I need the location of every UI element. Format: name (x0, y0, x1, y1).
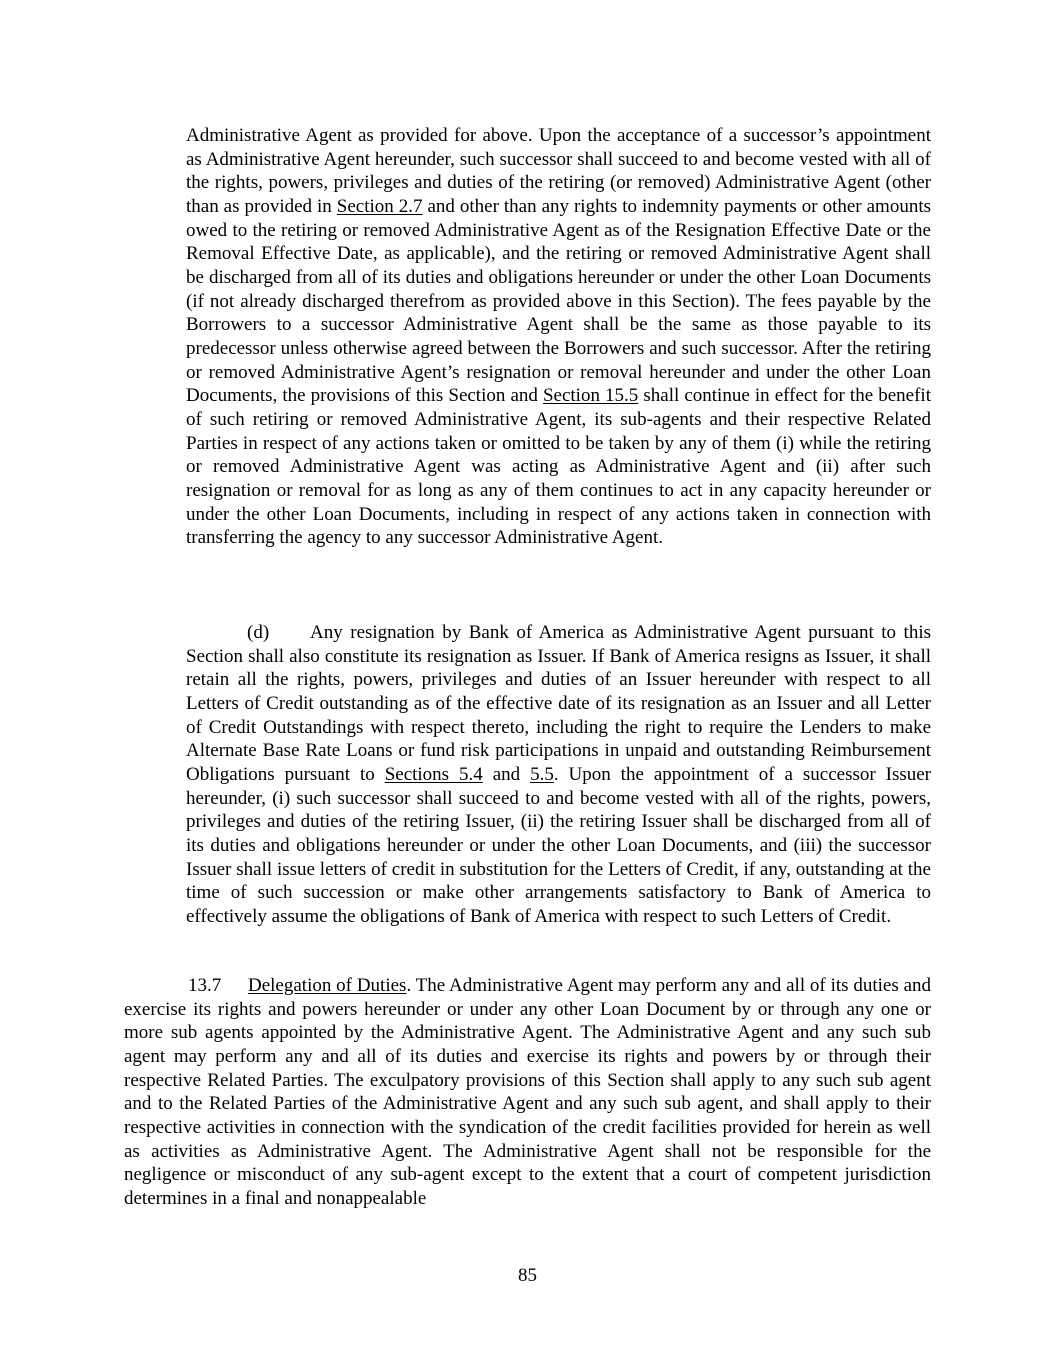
page-number: 85 (518, 1265, 537, 1286)
paragraph-text: and other than any rights to indemnity payments or other amounts owed to the retiring or removed Administrative Agent as of the Resignation Effective Date or the Removal Effective Date, as applicable), and the retiring or removed Administrative Agent shall be discharged from all of its duties and obligations hereunder or under the other Loan Documents (if not already discharged therefrom as provided above in this Section). The fees payable by the Borrowers to a successor Administrative Agent shall be the same as those payable to its predecessor unless otherwise agreed between the Borrowers and such successor. After the retiring or removed Administrative Agent’s resignation or removal hereunder and under the other Loan Documents, the provisions of this Section and (186, 195, 931, 407)
heading-punctuation: . (406, 975, 412, 996)
section-reference: Section 2.7 (336, 195, 423, 217)
section-reference: Sections 5.4 (384, 763, 483, 785)
paragraph-text: The Administrative Agent may perform any and all of its duties and exercise its rights and powers hereunder or under any other Loan Document by or through any one or more sub agents appointed by the Administrative Agent. The Administrative Agent and any such sub agent may perform any and all of its duties and exercise its rights and powers by or through their respective Related Parties. The exculpatory provisions of this Section shall apply to any such sub agent and to the Related Parties of the Administrative Agent and any such sub agent, and shall apply to their respective activities in connection with the syndication of the credit facilities provided for herein as well as activities as Administrative Agent. The Administrative Agent shall not be responsible for the negligence or misconduct of any sub-agent except to the extent that a court of competent jurisdiction determines in a final and nonappealable (124, 975, 931, 1209)
paragraph-text: and (482, 763, 531, 785)
paragraph-c-continuation (186, 124, 931, 550)
section-13-7 (124, 974, 931, 1211)
section-heading: Delegation of Duties (248, 975, 407, 996)
section-number: 13.7 (188, 975, 222, 996)
paragraph-text: Administrative Agent as provided for above. Upon the acceptance of a successor’s appointment as Administrative Agent hereunder, such successor shall succeed to and become vested with all of the rights, powers, privileges and duties of the retiring (or removed) Administrative Agent (other than as provided in (186, 125, 931, 217)
paragraph-text: shall continue in effect for the benefit of such retiring or removed Administrative Agent, its sub-agents and their respective Related Parties in respect of any actions taken or omitted to be taken by any of them (i) while the retiring or removed Administrative Agent was acting as Administrative Agent and (ii) after such resignation or removal for as long as any of them continues to act in any capacity hereunder or under the other Loan Documents, including in respect of any actions taken in connection with transferring the agency to any successor Administrative Agent. (186, 385, 931, 549)
paragraph-label: (d) (247, 622, 270, 643)
section-reference: 5.5 (530, 763, 554, 785)
paragraph-text: Any resignation by Bank of America as Administrative Agent pursuant to this Section shall also constitute its resignation as Issuer. If Bank of America resigns as Issuer, it shall retain all the rights, powers, privileges and duties of an Issuer hereunder with respect to all Letters of Credit outstanding as of the effective date of its resignation as an Issuer and all Letter of Credit Outstandings with respect thereto, including the right to require the Lenders to make Alternate Base Rate Loans or fund risk participations in unpaid and outstanding Reimbursement Obligations pursuant to (186, 622, 931, 785)
paragraph-text: . Upon the appointment of a successor Issuer hereunder, (i) such successor shall succeed to and become vested with all of the rights, powers, privileges and duties of the retiring Issuer, (ii) the retiring Issuer shall be discharged from all of its duties and obligations hereunder or under the other Loan Documents, and (iii) the successor Issuer shall issue letters of credit in substitution for the Letters of Credit, if any, outstanding at the time of such succession or make other arrangements satisfactory to Bank of America to effectively assume the obligations of Bank of America with respect to such Letters of Credit. (186, 763, 931, 927)
paragraph-d (186, 621, 931, 929)
section-reference: Section 15.5 (542, 385, 639, 407)
